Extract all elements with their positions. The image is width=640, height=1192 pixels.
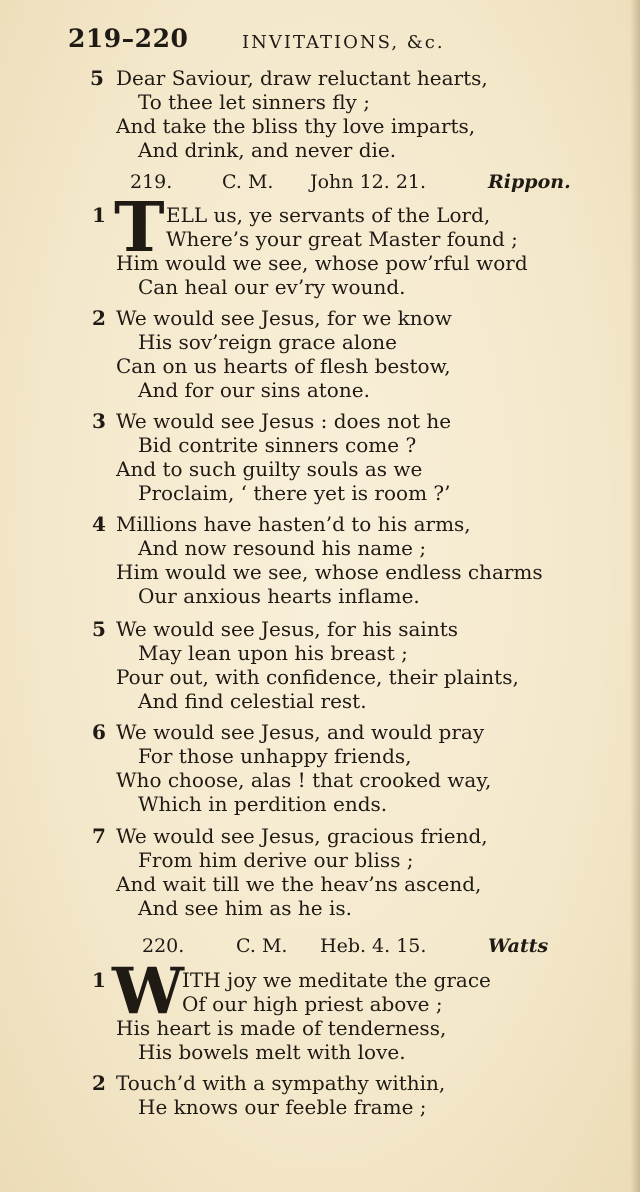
- hymn-220-heading: [0, 933, 640, 959]
- hymn-219-heading: [0, 169, 640, 195]
- verse-line: To thee let sinners fly ;: [138, 90, 370, 114]
- verse-line: And now resound his name ;: [138, 536, 427, 560]
- drop-cap: T: [114, 188, 165, 268]
- verse-line: He knows our feeble frame ;: [138, 1095, 427, 1119]
- verse-line: ITH joy we meditate the grace: [182, 968, 491, 992]
- verse-line: His bowels melt with love.: [138, 1040, 406, 1064]
- hymn-meter: C. M.: [236, 935, 288, 957]
- verse-number: 2: [92, 306, 106, 330]
- page-numbers: 219–220: [68, 24, 189, 53]
- verse-line: And to such guilty souls as we: [116, 457, 423, 481]
- tune-name: Watts: [488, 935, 549, 957]
- verse-line: Pour out, with confidence, their plaints,: [116, 665, 519, 689]
- verse-line: Dear Saviour, draw reluctant hearts,: [116, 66, 488, 90]
- verse-number: 5: [90, 66, 104, 90]
- verse-line: We would see Jesus, gracious friend,: [116, 824, 488, 848]
- hymn-meter: C. M.: [222, 171, 274, 193]
- verse-line: ELL us, ye servants of the Lord,: [166, 203, 491, 227]
- verse-line: For those unhappy friends,: [138, 744, 412, 768]
- verse-number: 4: [92, 512, 106, 536]
- verse-line: We would see Jesus, and would pray: [116, 720, 485, 744]
- verse-line: Can heal our ev’ry wound.: [138, 275, 406, 299]
- verse-line: Him would we see, whose pow’rful word: [116, 251, 528, 275]
- verse-line: And wait till we the heav’ns ascend,: [116, 872, 482, 896]
- verse-line: Which in perdition ends.: [138, 792, 388, 816]
- verse-line: Him would we see, whose endless charms: [116, 560, 543, 584]
- hymn-number: 220.: [142, 935, 185, 957]
- hymn-number: 219.: [130, 171, 173, 193]
- verse-line: Bid contrite sinners come ?: [138, 433, 417, 457]
- verse-line: We would see Jesus : does not he: [116, 409, 452, 433]
- verse-line: Proclaim, ‘ there yet is room ?’: [138, 481, 451, 505]
- verse-line: Who choose, alas ! that crooked way,: [116, 768, 492, 792]
- verse-line: And see him as he is.: [138, 896, 353, 920]
- scripture-reference: Heb. 4. 15.: [320, 935, 427, 957]
- verse-number: 6: [92, 720, 106, 744]
- verse-line: And drink, and never die.: [138, 138, 397, 162]
- verse-number: 5: [92, 617, 106, 641]
- running-title: INVITATIONS, &c.: [242, 32, 445, 53]
- verse-line: Our anxious hearts inflame.: [138, 584, 420, 608]
- verse-line: We would see Jesus, for his saints: [116, 617, 459, 641]
- verse-number: 2: [92, 1071, 106, 1095]
- verse-line: His heart is made of tenderness,: [116, 1016, 447, 1040]
- tune-name: Rippon.: [488, 171, 571, 193]
- verse-number: 7: [92, 824, 106, 848]
- verse-line: And find celestial rest.: [138, 689, 367, 713]
- verse-line: And take the bliss thy love imparts,: [116, 114, 476, 138]
- verse-line: From him derive our bliss ;: [138, 848, 414, 872]
- verse-line: His sov’reign grace alone: [138, 330, 398, 354]
- verse-line: Can on us hearts of flesh bestow,: [116, 354, 451, 378]
- verse-line: And for our sins atone.: [138, 378, 370, 402]
- verse-line: Touch’d with a sympathy within,: [116, 1071, 446, 1095]
- verse-number: 1: [92, 968, 106, 992]
- scripture-reference: John 12. 21.: [310, 171, 427, 193]
- verse-line: Where’s your great Master found ;: [166, 227, 518, 251]
- verse-number: 3: [92, 409, 106, 433]
- drop-cap: W: [112, 954, 184, 1029]
- verse-line: Millions have hasten’d to his arms,: [116, 512, 471, 536]
- verse-number: 1: [92, 203, 106, 227]
- verse-line: May lean upon his breast ;: [138, 641, 408, 665]
- verse-line: We would see Jesus, for we know: [116, 306, 452, 330]
- page-header: [68, 24, 608, 58]
- verse-line: Of our high priest above ;: [182, 992, 443, 1016]
